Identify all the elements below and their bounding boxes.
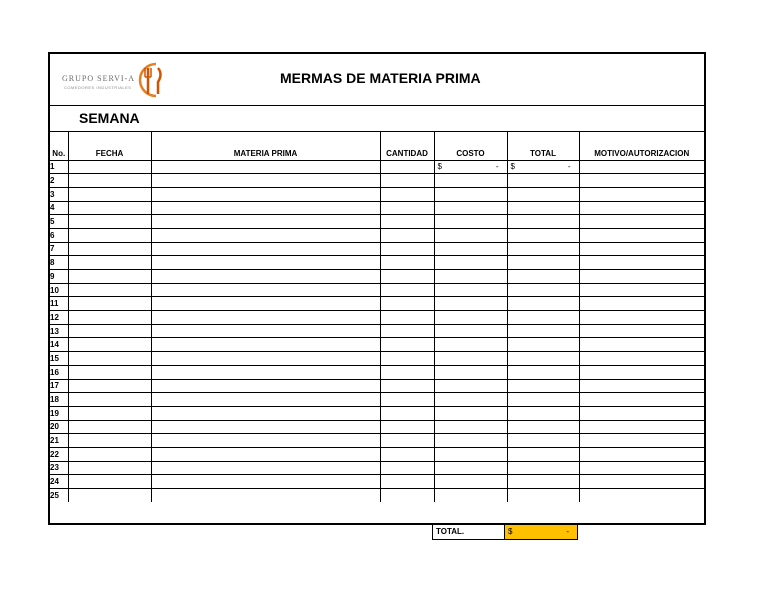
row-number: 11 [50,297,68,311]
total-cell[interactable] [507,379,579,393]
total-cell[interactable] [507,297,579,311]
motivo-cell[interactable] [579,242,704,256]
table-row [50,434,704,448]
fecha-cell[interactable] [68,365,151,379]
cantidad-cell[interactable] [380,324,434,338]
fecha-cell[interactable] [68,406,151,420]
costo-value: - [495,162,499,172]
table-row [50,311,704,325]
cantidad-cell[interactable] [380,201,434,215]
fork-knife-icon [126,60,174,100]
header-row [50,54,704,106]
row-number: 4 [50,201,68,215]
week-label: SEMANA [79,110,140,126]
row-number: 9 [50,270,68,284]
cantidad-cell[interactable] [380,434,434,448]
costo-cell[interactable] [434,297,507,311]
motivo-cell[interactable] [579,406,704,420]
motivo-cell[interactable] [579,352,704,366]
table-row [50,352,704,366]
cantidad-cell[interactable] [380,242,434,256]
row-number: 8 [50,256,68,270]
summary-label: TOTAL. [432,525,505,540]
fecha-cell[interactable] [68,256,151,270]
motivo-cell[interactable] [579,489,704,503]
materia-prima-cell[interactable] [151,352,380,366]
costo-cell[interactable] [434,256,507,270]
materia-prima-cell[interactable] [151,338,380,352]
table-row [50,160,704,174]
table-row [50,338,704,352]
row-number: 21 [50,434,68,448]
fecha-cell[interactable] [68,187,151,201]
fecha-cell[interactable] [68,270,151,284]
row-number: 24 [50,475,68,489]
costo-cell[interactable] [434,434,507,448]
total-value: - [567,162,571,172]
table-row [50,283,704,297]
costo-cell[interactable] [434,174,507,188]
cantidad-cell[interactable] [380,489,434,503]
cantidad-cell[interactable] [380,228,434,242]
fecha-cell[interactable] [68,352,151,366]
cantidad-cell[interactable] [380,338,434,352]
cantidad-cell[interactable] [380,174,434,188]
materia-prima-cell[interactable] [151,283,380,297]
fecha-cell[interactable] [68,297,151,311]
row-number: 25 [50,489,68,503]
costo-money [435,162,507,171]
total-cell[interactable] [507,447,579,461]
motivo-cell[interactable] [579,379,704,393]
row-number: 15 [50,352,68,366]
motivo-cell[interactable] [579,256,704,270]
fecha-cell[interactable] [68,447,151,461]
cantidad-cell[interactable] [380,215,434,229]
table-row [50,475,704,489]
materia-prima-cell[interactable] [151,201,380,215]
row-number: 7 [50,242,68,256]
row-number: 2 [50,174,68,188]
total-cell[interactable] [507,324,579,338]
table-row [50,256,704,270]
motivo-cell[interactable] [579,228,704,242]
row-number: 5 [50,215,68,229]
total-currency: $ [510,162,515,172]
table-row [50,242,704,256]
fecha-cell[interactable] [68,283,151,297]
costo-cell[interactable] [434,201,507,215]
cantidad-cell[interactable] [380,283,434,297]
cantidad-cell[interactable] [380,297,434,311]
table-row [50,187,704,201]
costo-cell[interactable] [434,447,507,461]
materia-prima-cell[interactable] [151,393,380,407]
row-number: 16 [50,365,68,379]
materia-prima-cell[interactable] [151,475,380,489]
total-cell[interactable] [507,338,579,352]
total-cell[interactable] [507,242,579,256]
motivo-cell[interactable] [579,365,704,379]
total-cell[interactable] [507,393,579,407]
materia-prima-cell[interactable] [151,379,380,393]
cantidad-cell[interactable] [380,365,434,379]
motivo-cell[interactable] [579,461,704,475]
table-row [50,270,704,284]
motivo-cell[interactable] [579,160,704,174]
summary-row [432,525,578,540]
fecha-cell[interactable] [68,174,151,188]
cantidad-cell[interactable] [380,447,434,461]
total-money [508,162,579,171]
costo-cell[interactable] [434,475,507,489]
row-number: 22 [50,447,68,461]
table-row [50,393,704,407]
costo-cell[interactable] [434,379,507,393]
motivo-cell[interactable] [579,338,704,352]
row-number: 10 [50,283,68,297]
total-cell[interactable] [507,201,579,215]
table-row [50,324,704,338]
total-cell[interactable] [507,174,579,188]
costo-cell[interactable] [434,338,507,352]
row-number: 18 [50,393,68,407]
motivo-cell[interactable] [579,297,704,311]
costo-cell[interactable] [434,393,507,407]
spreadsheet-form [48,52,706,525]
total-cell[interactable] [507,187,579,201]
table-header-row [50,132,704,160]
fecha-cell[interactable] [68,311,151,325]
row-number: 12 [50,311,68,325]
total-cell[interactable] [507,434,579,448]
fecha-cell[interactable] [68,379,151,393]
total-cell[interactable] [507,489,579,503]
costo-cell[interactable] [434,215,507,229]
table-row [50,174,704,188]
fecha-cell[interactable] [68,160,151,174]
cantidad-cell[interactable] [380,461,434,475]
materia-prima-cell[interactable] [151,365,380,379]
total-cell[interactable] [507,160,579,174]
total-cell[interactable] [507,475,579,489]
logo-subtitle: COMEDORES INDUSTRIALES [64,85,132,90]
materia-prima-cell[interactable] [151,461,380,475]
fecha-cell[interactable] [68,242,151,256]
row-number: 14 [50,338,68,352]
table-row [50,379,704,393]
materia-prima-cell[interactable] [151,242,380,256]
motivo-cell[interactable] [579,174,704,188]
motivo-cell[interactable] [579,187,704,201]
table-row [50,365,704,379]
table-row [50,215,704,229]
motivo-cell[interactable] [579,201,704,215]
waste-table [50,132,704,502]
fecha-cell[interactable] [68,420,151,434]
costo-cell[interactable] [434,352,507,366]
materia-prima-cell[interactable] [151,420,380,434]
fecha-cell[interactable] [68,228,151,242]
table-row [50,420,704,434]
cantidad-cell[interactable] [380,379,434,393]
cantidad-cell[interactable] [380,270,434,284]
row-number: 6 [50,228,68,242]
motivo-cell[interactable] [579,283,704,297]
materia-prima-cell[interactable] [151,160,380,174]
fecha-cell[interactable] [68,434,151,448]
materia-prima-cell[interactable] [151,489,380,503]
cantidad-cell[interactable] [380,475,434,489]
costo-cell[interactable] [434,187,507,201]
motivo-cell[interactable] [579,475,704,489]
materia-prima-cell[interactable] [151,228,380,242]
table-row [50,406,704,420]
costo-cell[interactable] [434,406,507,420]
table-row [50,297,704,311]
motivo-cell[interactable] [579,393,704,407]
total-cell[interactable] [507,420,579,434]
cantidad-cell[interactable] [380,160,434,174]
costo-cell[interactable] [434,242,507,256]
total-cell[interactable] [507,270,579,284]
costo-cell[interactable] [434,324,507,338]
row-number: 19 [50,406,68,420]
motivo-cell[interactable] [579,420,704,434]
materia-prima-cell[interactable] [151,434,380,448]
total-cell[interactable] [507,311,579,325]
logo-name: GRUPO SERVI-A [62,74,136,83]
cantidad-cell[interactable] [380,420,434,434]
materia-prima-cell[interactable] [151,174,380,188]
column-header-total: TOTAL [507,132,579,160]
week-row [50,106,704,132]
materia-prima-cell[interactable] [151,311,380,325]
costo-cell[interactable] [434,160,507,174]
row-number: 13 [50,324,68,338]
materia-prima-cell[interactable] [151,187,380,201]
row-number: 17 [50,379,68,393]
table-row [50,461,704,475]
table-row [50,447,704,461]
costo-cell[interactable] [434,270,507,284]
cantidad-cell[interactable] [380,187,434,201]
fecha-cell[interactable] [68,393,151,407]
cantidad-cell[interactable] [380,311,434,325]
motivo-cell[interactable] [579,434,704,448]
cantidad-cell[interactable] [380,256,434,270]
materia-prima-cell[interactable] [151,447,380,461]
table-row [50,489,704,503]
fecha-cell[interactable] [68,489,151,503]
company-logo [62,60,174,100]
fecha-cell[interactable] [68,338,151,352]
materia-prima-cell[interactable] [151,270,380,284]
motivo-cell[interactable] [579,311,704,325]
column-header-no: No. [50,132,68,160]
motivo-cell[interactable] [579,447,704,461]
column-header-costo: COSTO [434,132,507,160]
fecha-cell[interactable] [68,461,151,475]
total-cell[interactable] [507,406,579,420]
row-number: 20 [50,420,68,434]
costo-cell[interactable] [434,311,507,325]
motivo-cell[interactable] [579,324,704,338]
row-number: 23 [50,461,68,475]
costo-cell[interactable] [434,489,507,503]
materia-prima-cell[interactable] [151,324,380,338]
costo-cell[interactable] [434,461,507,475]
cantidad-cell[interactable] [380,393,434,407]
total-cell[interactable] [507,461,579,475]
costo-cell[interactable] [434,283,507,297]
costo-cell[interactable] [434,420,507,434]
table-row [50,201,704,215]
summary-total-cell[interactable] [505,525,578,540]
column-header-cantidad: CANTIDAD [380,132,434,160]
form-title: MERMAS DE MATERIA PRIMA [280,70,481,86]
fecha-cell[interactable] [68,324,151,338]
cantidad-cell[interactable] [380,406,434,420]
table-row [50,228,704,242]
motivo-cell[interactable] [579,270,704,284]
row-number: 3 [50,187,68,201]
row-number: 1 [50,160,68,174]
total-cell[interactable] [507,215,579,229]
materia-prima-cell[interactable] [151,406,380,420]
fecha-cell[interactable] [68,475,151,489]
total-cell[interactable] [507,365,579,379]
total-cell[interactable] [507,228,579,242]
fecha-cell[interactable] [68,215,151,229]
motivo-cell[interactable] [579,215,704,229]
materia-prima-cell[interactable] [151,256,380,270]
summary-currency: $ [508,527,513,536]
total-cell[interactable] [507,256,579,270]
total-cell[interactable] [507,283,579,297]
costo-currency: $ [437,162,442,172]
costo-cell[interactable] [434,365,507,379]
materia-prima-cell[interactable] [151,215,380,229]
summary-value: - [566,527,569,536]
costo-cell[interactable] [434,228,507,242]
cantidad-cell[interactable] [380,352,434,366]
column-header-fecha: FECHA [68,132,151,160]
column-header-materia-prima: MATERIA PRIMA [151,132,380,160]
fecha-cell[interactable] [68,201,151,215]
column-header-motivo: MOTIVO/AUTORIZACION [579,132,704,160]
total-cell[interactable] [507,352,579,366]
materia-prima-cell[interactable] [151,297,380,311]
